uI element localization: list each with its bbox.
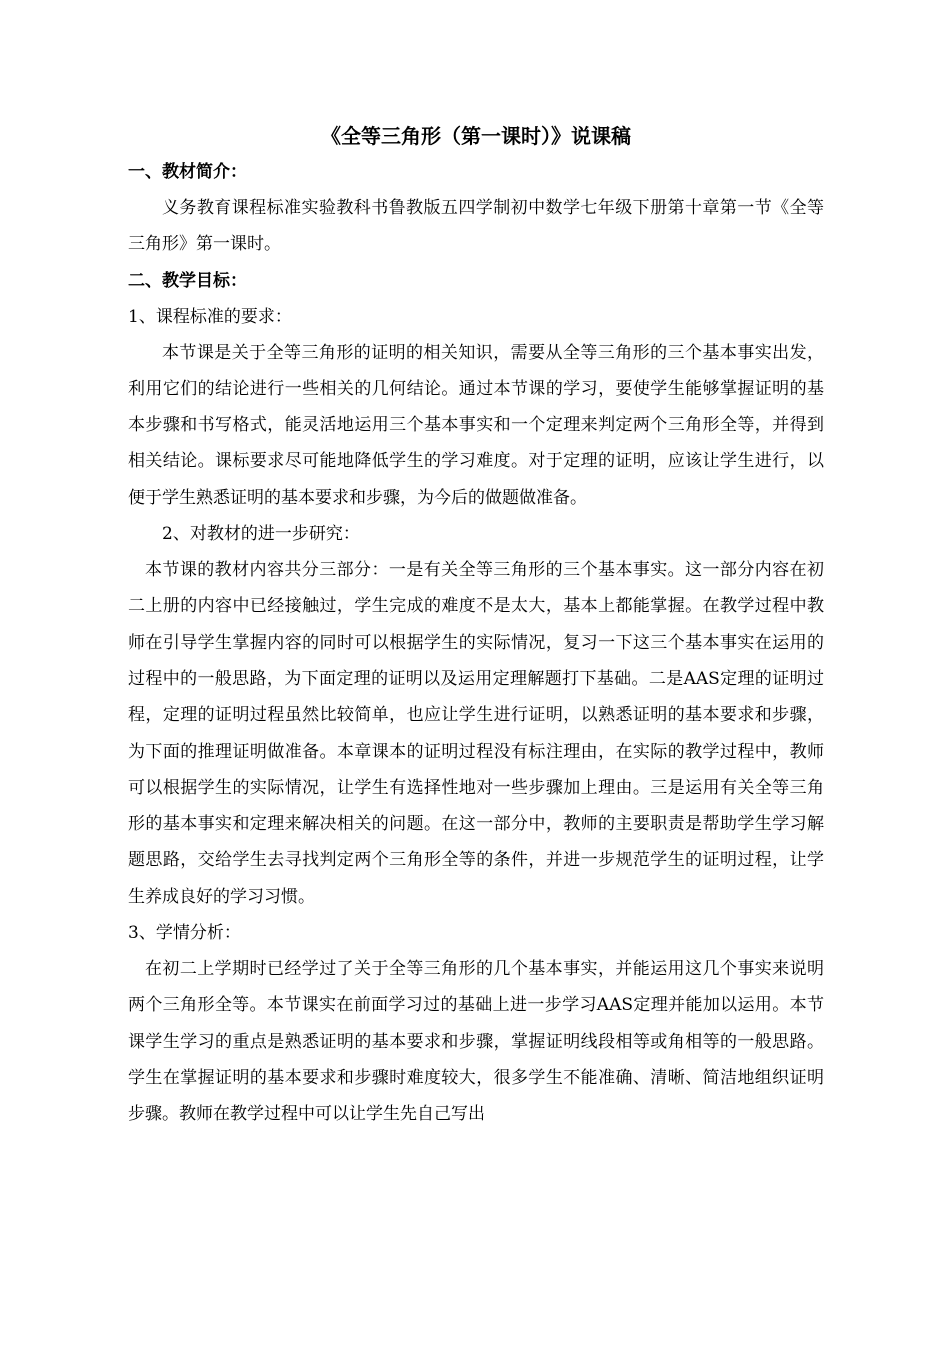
- subheading-curriculum-requirements: 1、课程标准的要求：: [128, 306, 292, 327]
- paragraph-textbook-study: 本节课的教材内容共分三部分：一是有关全等三角形的三个基本事实。这一部分内容在初二上册的内容中已经接触过，学生完成的难度不是太大，基本上都能掌握。在教学过程中教师在引导学生掌握内容的同时可以根据学生的实际情况，复习一下这三个基本事实在运用的过程中的一般思路，为下面定理的证明以及运用定理解题打下基础。二是AAS定理的证明过程，定理的证明过程虽然比较简单，也应让学生进行证明，以熟悉证明的基本要求和步骤，为下面的推理证明做准备。本章课本的证明过程没有标注理由，在实际的教学过程中，教师可以根据学生的实际情况，让学生有选择性地对一些步骤加上理由。三是运用有关全等三角形的基本事实和定理来解决相关的问题。在这一部分中，教师的主要职责是帮助学生学习解题思路，交给学生去寻找判定两个三角形全等的条件，并进一步规范学生的证明过程，让学生养成良好的学习习惯。: [128, 560, 824, 907]
- paragraph-learner-analysis: 在初二上学期时已经学过了关于全等三角形的几个基本事实，并能运用这几个事实来说明两个三角形全等。本节课实在前面学习过的基础上进一步学习AAS定理并能加以运用。本节课学生学习的重点是熟悉证明的基本要求和步骤，掌握证明线段相等或角相等的一般思路。学生在掌握证明的基本要求和步骤时难度较大，很多学生不能准确、清晰、简洁地组织证明步骤。教师在教学过程中可以让学生先自己写出: [128, 959, 824, 1125]
- document-title: 《全等三角形（第一课时）》说课稿: [321, 124, 631, 148]
- document-body: [128, 118, 824, 1133]
- subheading-textbook-study: 2、对教材的进一步研究：: [162, 524, 360, 545]
- section-heading-teaching-goals: 二、教学目标：: [128, 270, 247, 291]
- subheading-learner-analysis: 3、学情分析：: [128, 923, 241, 944]
- paragraph-curriculum-requirements: 本节课是关于全等三角形的证明的相关知识，需要从全等三角形的三个基本事实出发，利用它们的结论进行一些相关的几何结论。通过本节课的学习，要使学生能够掌握证明的基本步骤和书写格式，能灵活地运用三个基本事实和一个定理来判定两个三角形全等，并得到相关结论。课标要求尽可能地降低学生的学习难度。对于定理的证明，应该让学生进行，以便于学生熟悉证明的基本要求和步骤，为今后的做题做准备。: [128, 342, 824, 508]
- paragraph-textbook-intro: 义务教育课程标准实验教科书鲁教版五四学制初中数学七年级下册第十章第一节《全等三角形》第一课时。: [128, 198, 824, 255]
- section-heading-textbook-intro: 一、教材简介：: [128, 162, 247, 182]
